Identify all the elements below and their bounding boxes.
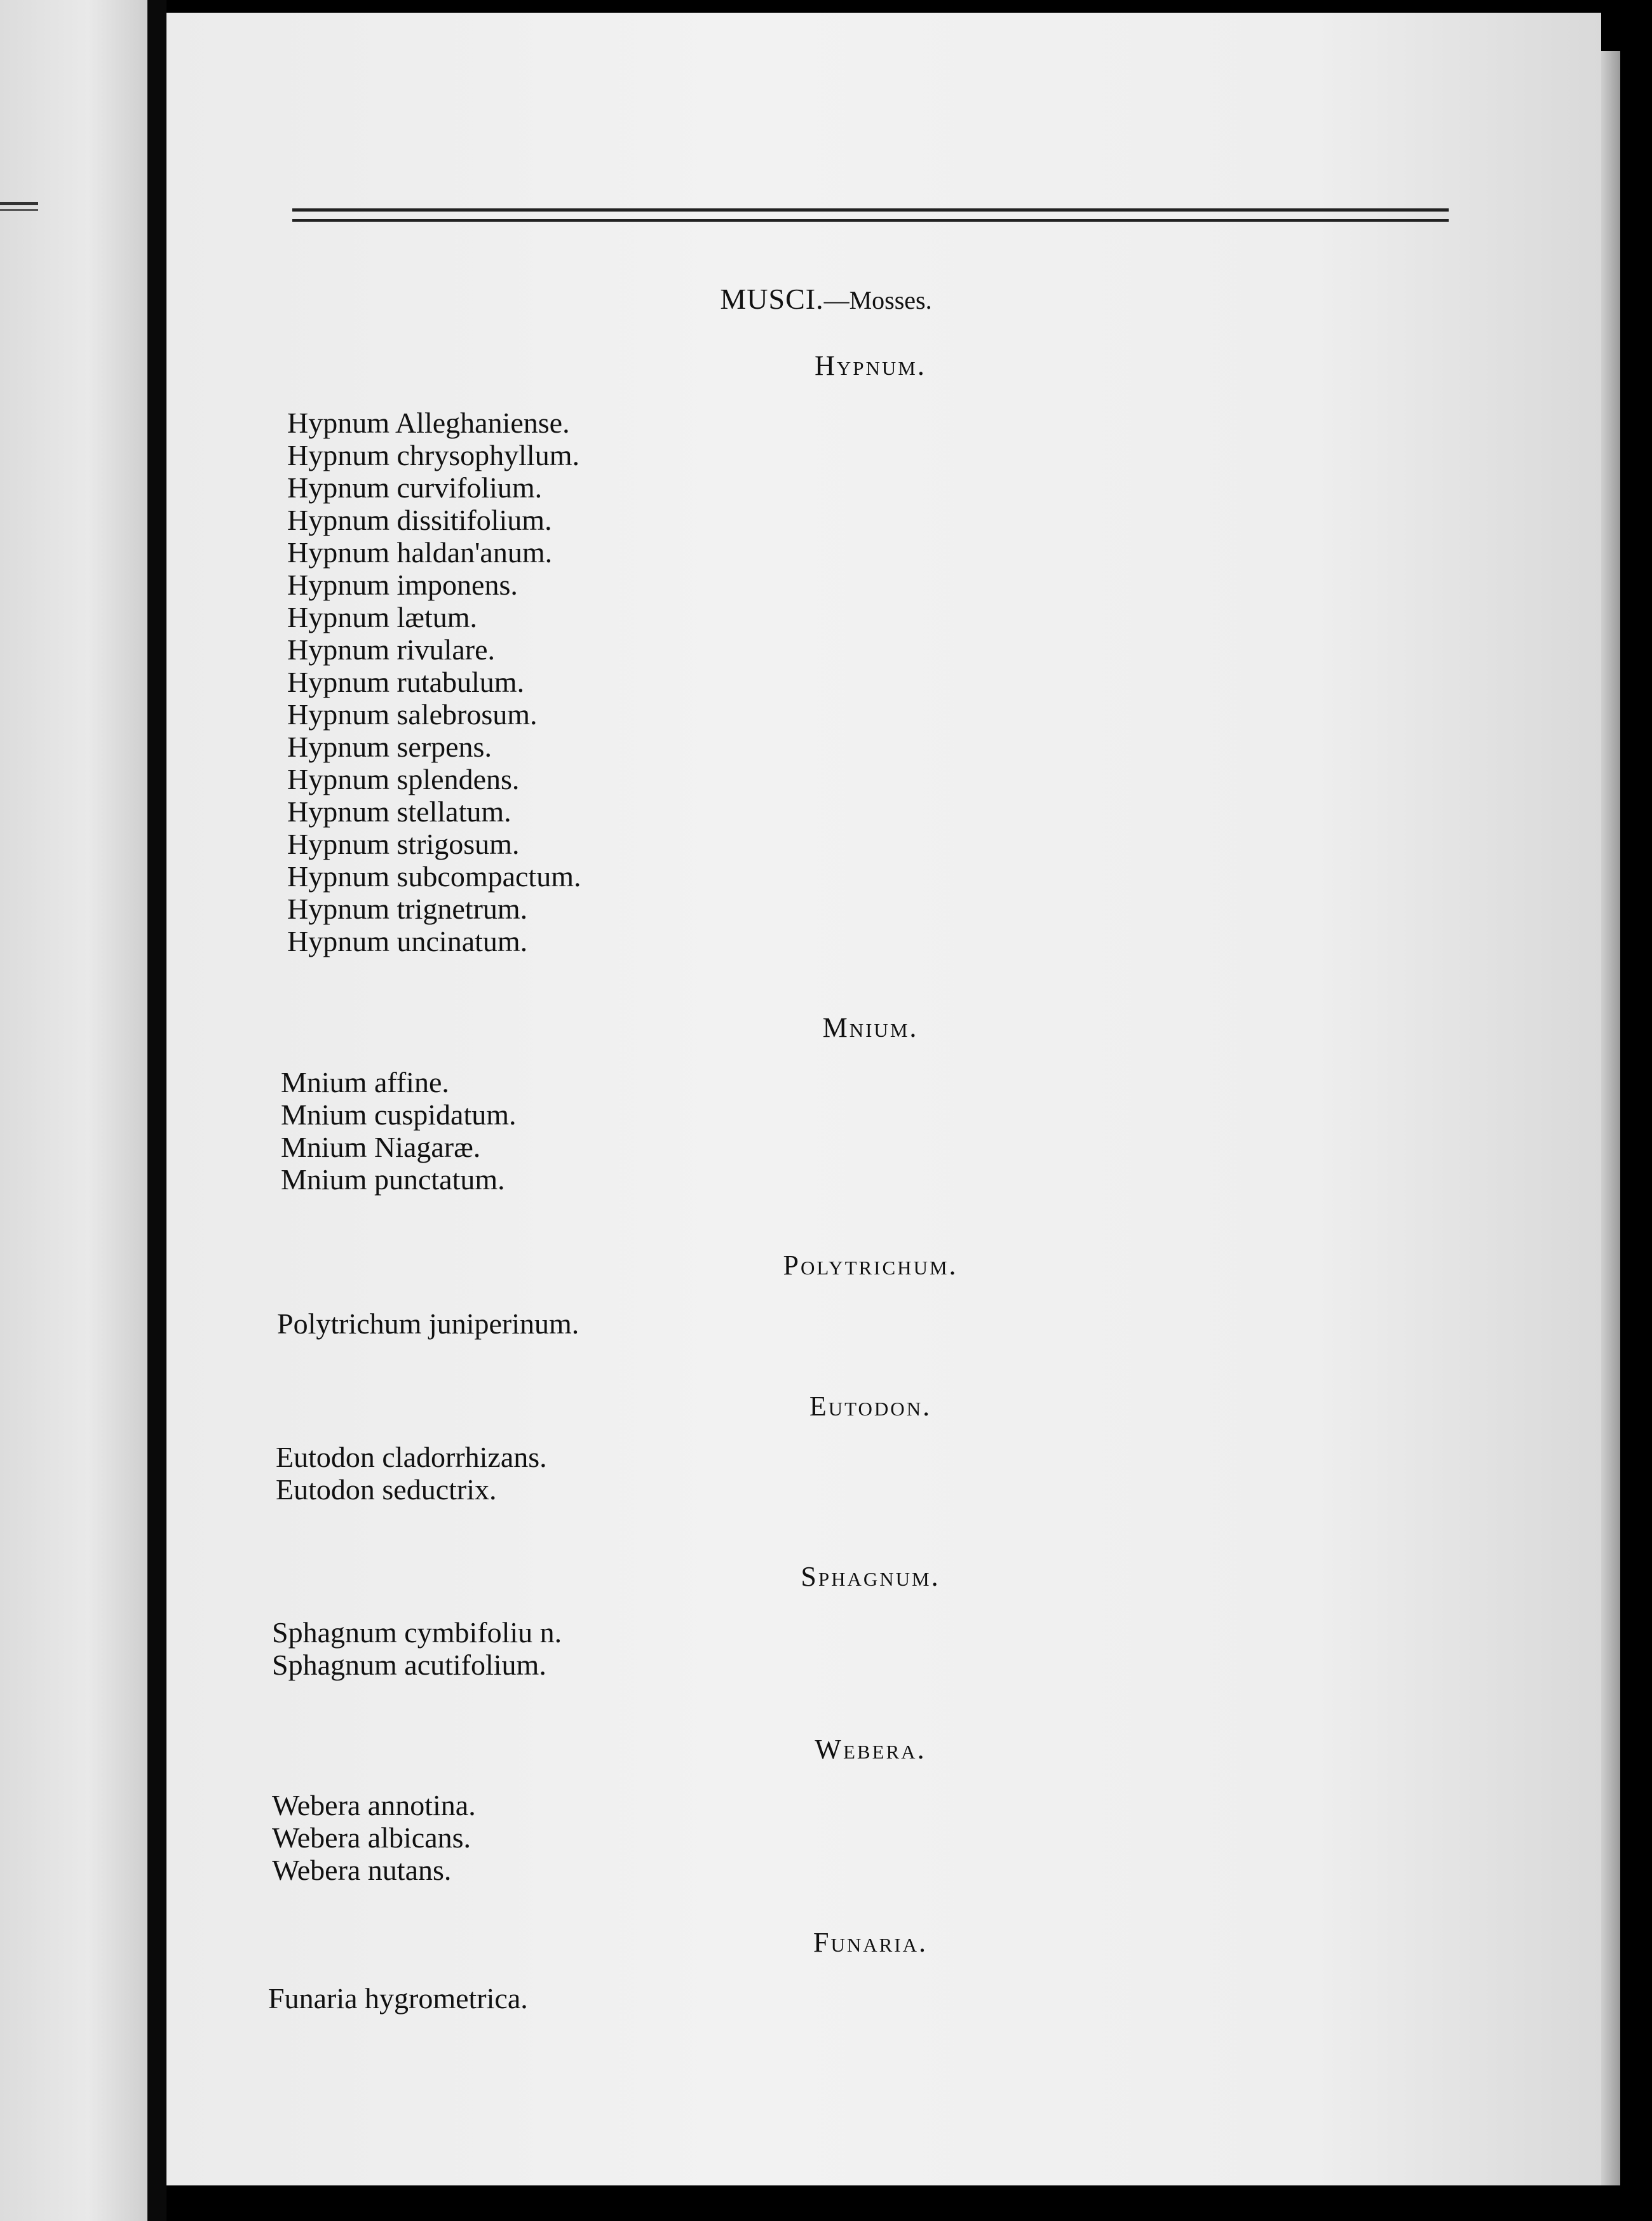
list-item: Hypnum rivulare.: [287, 633, 496, 666]
genus-heading-sphagnum: Sphagnum.: [801, 1561, 940, 1592]
list-item: Webera annotina.: [272, 1789, 476, 1821]
list-item: Hypnum salebrosum.: [287, 698, 538, 731]
genus-heading-polytrichum: Polytrichum.: [783, 1250, 958, 1281]
header-rule-bottom: [292, 219, 1449, 222]
list-item: Hypnum stellatum.: [287, 795, 511, 828]
list-item: Hypnum haldan'anum.: [287, 536, 553, 569]
list-item: Hypnum strigosum.: [287, 828, 520, 860]
list-item: Mnium Niagaræ.: [281, 1131, 481, 1163]
list-item: Hypnum splendens.: [287, 763, 520, 795]
list-item: Hypnum curvifolium.: [287, 471, 543, 504]
list-item: Hypnum rutabulum.: [287, 666, 525, 698]
list-item: Funaria hygrometrica.: [268, 1982, 528, 2015]
list-item: Sphagnum acutifolium.: [272, 1649, 546, 1681]
list-item: Hypnum dissitifolium.: [287, 504, 552, 536]
header-rule-top: [292, 208, 1449, 212]
book-gutter: [147, 0, 166, 2221]
genus-heading-hypnum: Hypnum.: [815, 350, 926, 381]
facing-page-edge: [0, 0, 147, 2221]
list-item: Sphagnum cymbifoliu n.: [272, 1616, 562, 1649]
list-item: Hypnum imponens.: [287, 569, 518, 601]
list-item: Hypnum subcompactum.: [287, 860, 581, 893]
genus-heading-eutodon: Eutodon.: [809, 1391, 932, 1422]
facing-page-rule-fragment: [0, 202, 38, 211]
title-main: MUSCI.: [720, 283, 824, 315]
list-item: Hypnum chrysophyllum.: [287, 439, 579, 471]
list-item: Eutodon seductrix.: [276, 1473, 497, 1506]
genus-heading-mnium: Mnium.: [822, 1012, 919, 1043]
list-item: Mnium cuspidatum.: [281, 1098, 517, 1131]
species-list-funaria: [268, 1982, 528, 2015]
list-item: Hypnum Alleghaniense.: [287, 407, 570, 439]
species-list-polytrichum: [277, 1307, 579, 1340]
list-item: Hypnum serpens.: [287, 731, 492, 763]
list-item: Eutodon cladorrhizans.: [276, 1441, 547, 1473]
genus-heading-funaria: Funaria.: [813, 1927, 928, 1958]
species-list-hypnum: [287, 407, 581, 957]
list-item: Hypnum trignetrum.: [287, 893, 528, 925]
list-item: Mnium affine.: [281, 1066, 449, 1098]
species-list-sphagnum: [272, 1616, 562, 1681]
list-item: Webera albicans.: [272, 1821, 471, 1854]
page-title: [0, 282, 1652, 316]
list-item: Polytrichum juniperinum.: [277, 1307, 579, 1340]
list-item: Mnium punctatum.: [281, 1163, 505, 1196]
list-item: Hypnum uncinatum.: [287, 925, 528, 957]
species-list-webera: [272, 1789, 476, 1886]
species-list-mnium: [281, 1066, 517, 1196]
genus-heading-webera: Webera.: [815, 1734, 926, 1765]
species-list-eutodon: [276, 1441, 547, 1506]
list-item: Webera nutans.: [272, 1854, 452, 1886]
title-sub: —Mosses.: [823, 286, 932, 314]
list-item: Hypnum lætum.: [287, 601, 478, 633]
